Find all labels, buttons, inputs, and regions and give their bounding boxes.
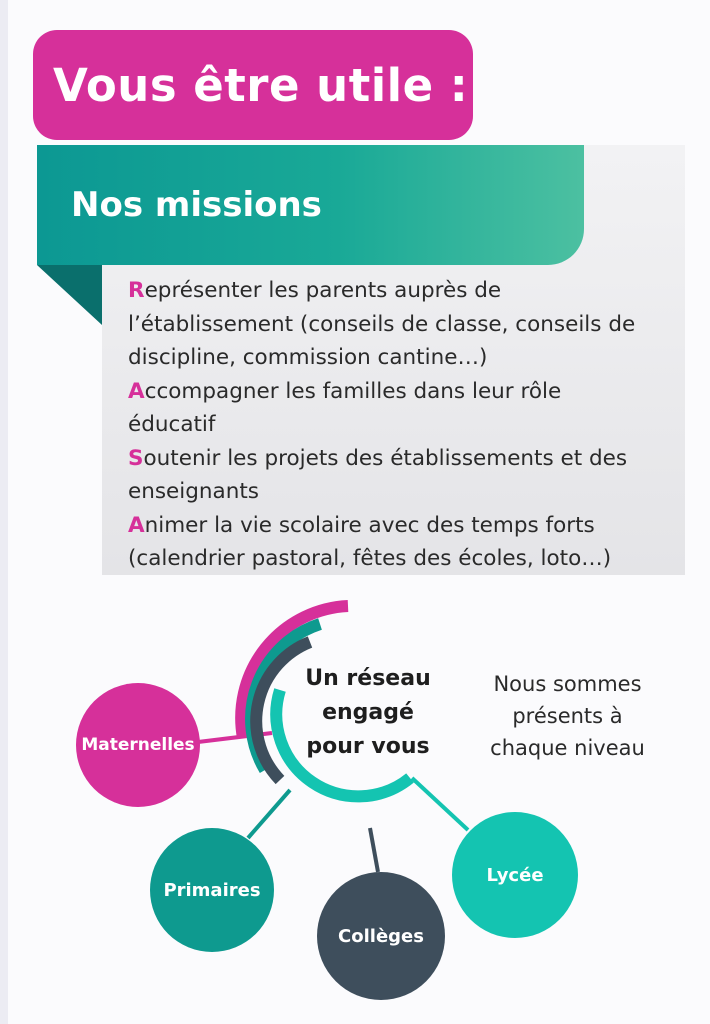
- mission-text: ccompagner les familles dans leur rôle: [144, 378, 562, 404]
- mission-initial: S: [128, 445, 144, 471]
- connector-lycee: [412, 778, 468, 830]
- mission-line: [128, 442, 673, 476]
- mission-line: [128, 308, 673, 342]
- label-primaires: Primaires: [163, 879, 261, 901]
- mission-line: [128, 274, 673, 308]
- header-banner: [33, 30, 473, 140]
- mission-line: [128, 408, 673, 442]
- mission-text: éducatif: [128, 412, 216, 437]
- mission-text: enseignants: [128, 479, 259, 504]
- mission-line: [128, 542, 673, 576]
- mission-text: outenir les projets des établissements et des: [143, 445, 628, 471]
- connector-colleges: [370, 828, 378, 872]
- mission-initial: A: [128, 378, 145, 404]
- banner-fold: [37, 265, 102, 325]
- center-title-line: Un réseau: [305, 666, 431, 691]
- missions-list: [128, 274, 673, 576]
- mission-text: (calendrier pastoral, fêtes des écoles, loto…): [128, 546, 612, 571]
- network-side-text: [470, 668, 665, 764]
- circle-lycee: [452, 812, 578, 938]
- mission-text: discipline, commission cantine…): [128, 345, 488, 370]
- mission-initial: A: [128, 512, 145, 538]
- mission-line: [128, 475, 673, 509]
- label-maternelles: Maternelles: [81, 735, 195, 755]
- circle-colleges: [317, 872, 445, 1000]
- mission-line: [128, 341, 673, 375]
- circle-primaires: [150, 828, 274, 952]
- side-text-line: présents à: [512, 704, 623, 728]
- mission-initial: R: [128, 278, 145, 303]
- mission-text: nimer la vie scolaire avec des temps forts: [144, 512, 595, 538]
- mission-line: [128, 509, 673, 543]
- label-lycee: Lycée: [486, 864, 544, 886]
- network-center-title: [288, 662, 448, 764]
- center-title-line: pour vous: [306, 734, 430, 759]
- side-text-line: Nous sommes: [493, 672, 642, 696]
- missions-banner: [37, 145, 584, 265]
- missions-title: Nos missions: [71, 185, 322, 225]
- mission-text: eprésenter les parents auprès de: [144, 278, 502, 303]
- mission-line: [128, 375, 673, 409]
- label-colleges: Collèges: [338, 925, 424, 947]
- connector-primaires: [248, 790, 290, 838]
- page-title: Vous être utile :: [53, 58, 469, 112]
- mission-text: l’établissement (conseils de classe, conseils de: [128, 311, 636, 337]
- side-text-line: chaque niveau: [490, 736, 645, 760]
- center-title-line: engagé: [322, 700, 414, 725]
- circle-maternelles: [76, 683, 200, 807]
